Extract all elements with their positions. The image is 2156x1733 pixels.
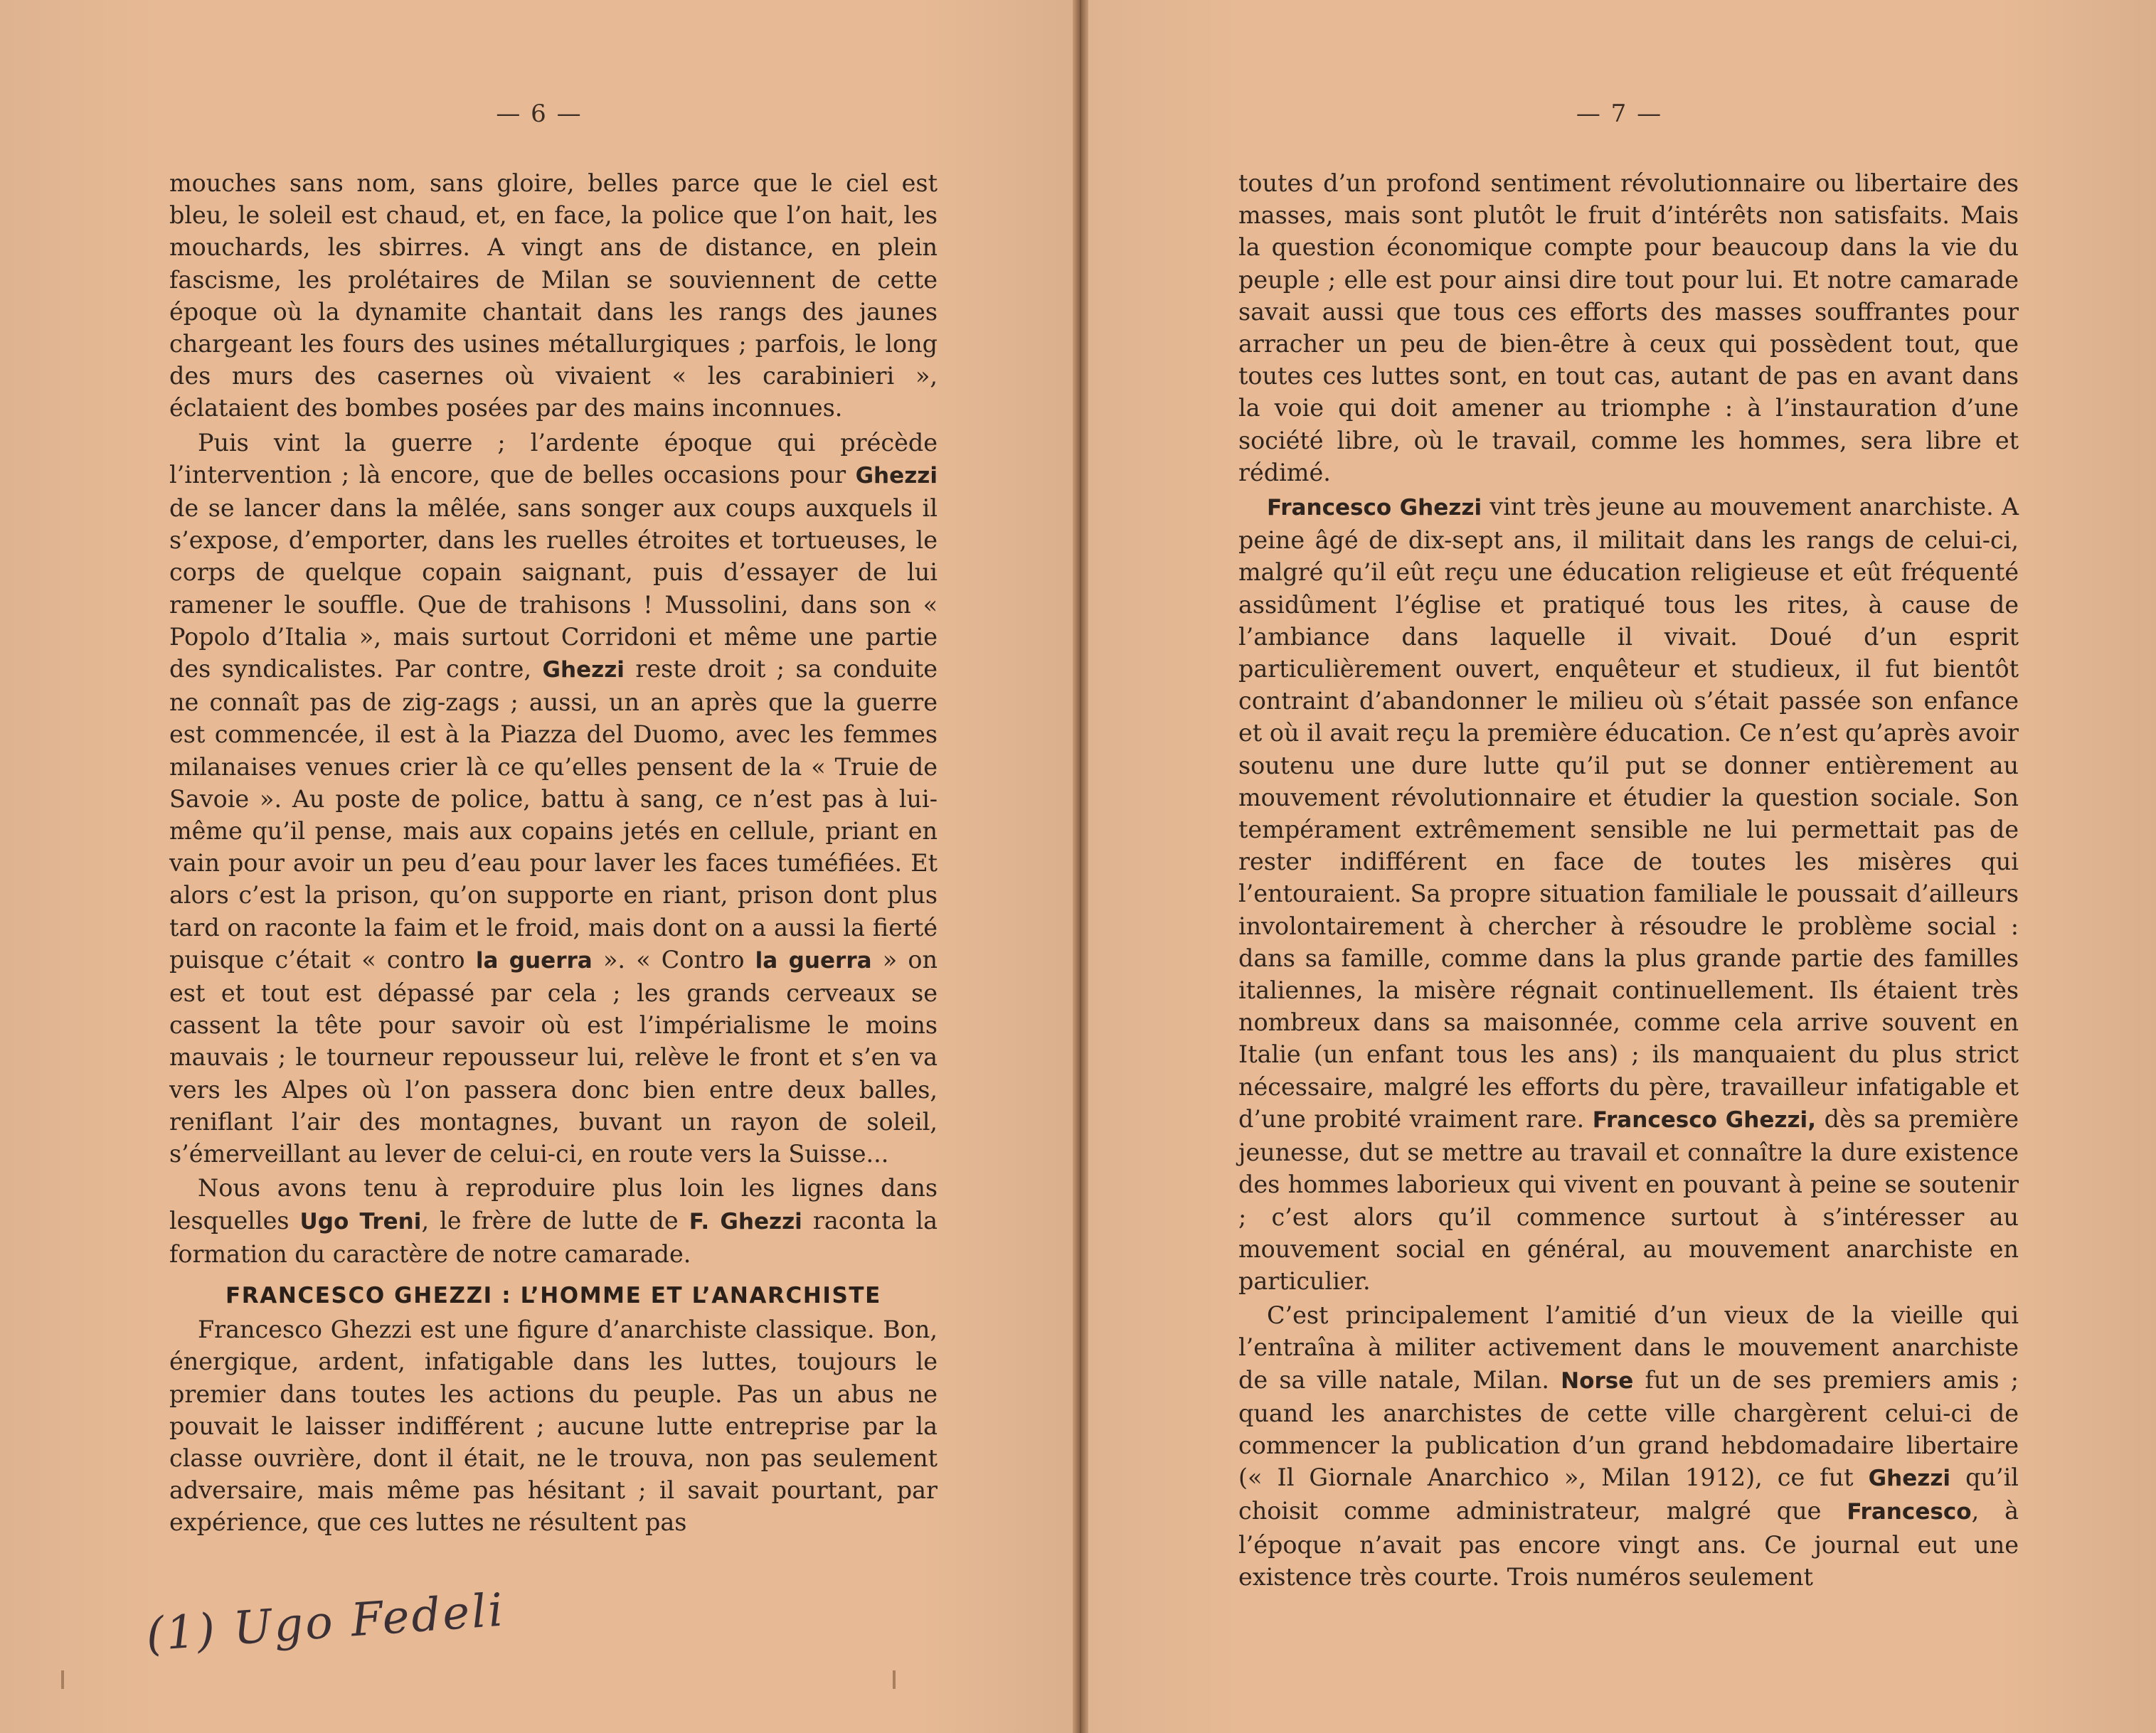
text-run: fut un de ses premiers amis ; quand les anarchistes de cette ville chargèrent celui-ci de commencer la publication d’un grand hebdomadaire libertaire (« Il Giornale Anarchico », Milan 1912), ce fut [1238,1365,2019,1492]
emphasis-text: Ghezzi [542,657,625,683]
text-run: qu’il choisit comme administrateur, malgré que [1238,1463,2019,1525]
emphasis-text: Norse [1561,1367,1634,1394]
left-text-column [169,167,938,1539]
text-run: » on est et tout est dépassé par cela ; les grands cerveaux se cassent la tête pour savoir où est l’impérialisme le moins mauvais ; le tourneur repousseur lui, relève le front et s’en va vers les Alpes où l’on passera donc bien entre deux balles, reniflant l’air des montagnes, buvant un rayon de soleil, s’émerveillant au lever de celui-ci, en route vers la Suisse... [169,945,938,1168]
page-mark [61,1670,64,1689]
text-run: Puis vint la guerre ; l’ardente époque qui précède l’intervention ; là encore, que de belles occasions pour [169,428,938,489]
paragraph [169,167,938,425]
text-run: raconta la formation du caractère de notre camarade. [169,1206,938,1268]
handwritten-note: (1) Ugo Fedeli [144,1584,507,1662]
text-run: ». « Contro [592,945,755,974]
text-run: toutes d’un profond sentiment révolutionnaire ou libertaire des masses, mais sont plutôt le fruit d’intérêts non satisfaits. Mais la question économique compte pour beaucoup dans la vie du peuple ; elle est pour ainsi dire tout pour lui. Et notre camarade savait aussi que tous ces efforts des masses souffrantes pour arracher un peu de bien-être à ceux qui possèdent tout, que toutes ces luttes sont, en tout cas, autant de pas en avant dans la voie qui doit amener au triomphe : à l’instauration d’une société libre, où le travail, comme les hommes, sera libre et rédimé. [1238,169,2019,486]
emphasis-text: Ghezzi [1868,1466,1951,1492]
book-spine [1073,0,1088,1733]
page-mark [893,1670,896,1689]
paragraph [169,1313,938,1538]
paragraph [1238,491,2019,1297]
paragraph [1238,1299,2019,1593]
emphasis-text: F. Ghezzi [689,1208,802,1235]
text-run: Francesco Ghezzi est une figure d’anarchiste classique. Bon, énergique, ardent, infatigable dans les luttes, toujours le premier dans toutes les actions du peuple. Pas un abus ne pouvait le laisser indifférent ; aucune lutte entreprise par la classe ouvrière, dont il était, ne le trouva, non pas seulement adversaire, mais même pas hésitant ; il savait pourtant, par expérience, que ces luttes ne résultent pas [169,1316,938,1537]
text-run: dès sa première jeunesse, dut se mettre au travail et connaître la dure existence des hommes laborieux qui vivent en pouvant à peine se soutenir ; c’est alors qu’il commence surtout à s’intéresser au mouvement social en général, au mouvement anarchiste en particulier. [1238,1104,2019,1295]
emphasis-text: la guerra [755,947,872,974]
text-run: vint très jeune au mouvement anarchiste. A peine âgé de dix-sept ans, il militait dans les rangs de celui-ci, malgré qu’il eût reçu une éducation religieuse et eût fréquenté assidûment l’église et pratiqué tous les rites, à cause de l’ambiance dans laquelle il vivait. Doué d’un esprit particulièrement ouvert, enquêteur et studieux, il fut bientôt contraint d’abandonner le milieu où s’était passée son enfance et où il avait reçu la première éducation. Ce n’est qu’après avoir soutenu une dure lutte qu’il put se donner entièrement au mouvement révolutionnaire et étudier la question sociale. Son tempérament extrêmement sensible ne lui permettait pas de rester indifférent en face de toutes les misères qui l’entouraient. Sa propre situation familiale le poussait d’ailleurs involontairement à chercher à résoudre le problème social : dans sa famille, comme dans la plus grande partie des familles italiennes, la misère régnait continuellement. Ils étaient très nombreux dans sa maisonnée, comme cela arrive souvent en Italie (un enfant tous les ans) ; ils manquaient du plus strict nécessaire, malgré les efforts du père, travailleur infatigable et d’une probité vraiment rare. [1238,493,2019,1133]
text-run: mouches sans nom, sans gloire, belles parce que le ciel est bleu, le soleil est chaud, et, en face, la police que l’on hait, les mouchards, les sbirres. A vingt ans de distance, en plein fascisme, les prolétaires de Milan se souviennent de cette époque où la dynamite chantait dans les rangs des jaunes chargeant les fours des usines métallurgiques ; parfois, le long des murs des casernes où vivaient « les carabinieri », éclataient des bombes posées par des mains inconnues. [169,169,938,422]
text-run: de se lancer dans la mêlée, sans songer aux coups auxquels il s’expose, d’emporter, dans les ruelles étroites et tortueuses, le corps de quelque copain saignant, puis d’essayer de lui ramener le souffle. Que de trahisons ! Mussolini, dans son « Popolo d’Italia », mais surtout Corridoni et même une partie des syndicalistes. Par contre, [169,494,938,683]
text-run: reste droit ; sa conduite ne connaît pas de zig-zags ; aussi, un an après que la guerre est commencée, il est à la Piazza del Duomo, avec les femmes milanaises venues crier là ce qu’elles pensent de la « Truie de Savoie ». Au poste de police, battu à sang, ce n’est pas à lui-même qu’il pense, mais aux copains jetés en cellule, priant en vain pour avoir un peu d’eau pour laver les faces tuméfiées. Et alors c’est la prison, qu’on supporte en riant, prison dont plus tard on raconte la faim et le froid, mais dont on a aussi la fierté puisque c’était « contro [169,655,938,974]
emphasis-text: Francesco [1847,1499,1972,1525]
emphasis-text: Francesco Ghezzi [1267,495,1482,521]
paragraph [1238,167,2019,489]
right-page [1083,0,2156,1733]
text-run: , à l’époque n’avait pas encore vingt ans. Ce journal eut une existence très courte. Trois numéros seulement [1238,1497,2019,1591]
paragraph [169,427,938,1171]
emphasis-text: Ugo Treni [299,1208,422,1235]
text-run: , le frère de lutte de [421,1206,689,1235]
text-run: Nous avons tenu à reproduire plus loin les lignes dans lesquelles [169,1174,938,1235]
emphasis-text: Ghezzi [855,462,938,489]
page-number: — 7 — [1576,100,1663,128]
text-run: C’est principalement l’amitié d’un vieux de la vieille qui l’entraîna à militer activement dans le mouvement anarchiste de sa ville natale, Milan. [1238,1301,2019,1394]
page-number: — 6 — [496,100,583,128]
section-heading: FRANCESCO GHEZZI : L’HOMME ET L’ANARCHISTE [225,1282,881,1308]
paragraph [169,1172,938,1270]
right-text-column [1238,167,2019,1593]
emphasis-text: Francesco Ghezzi, [1592,1107,1816,1133]
emphasis-text: la guerra [475,947,593,974]
